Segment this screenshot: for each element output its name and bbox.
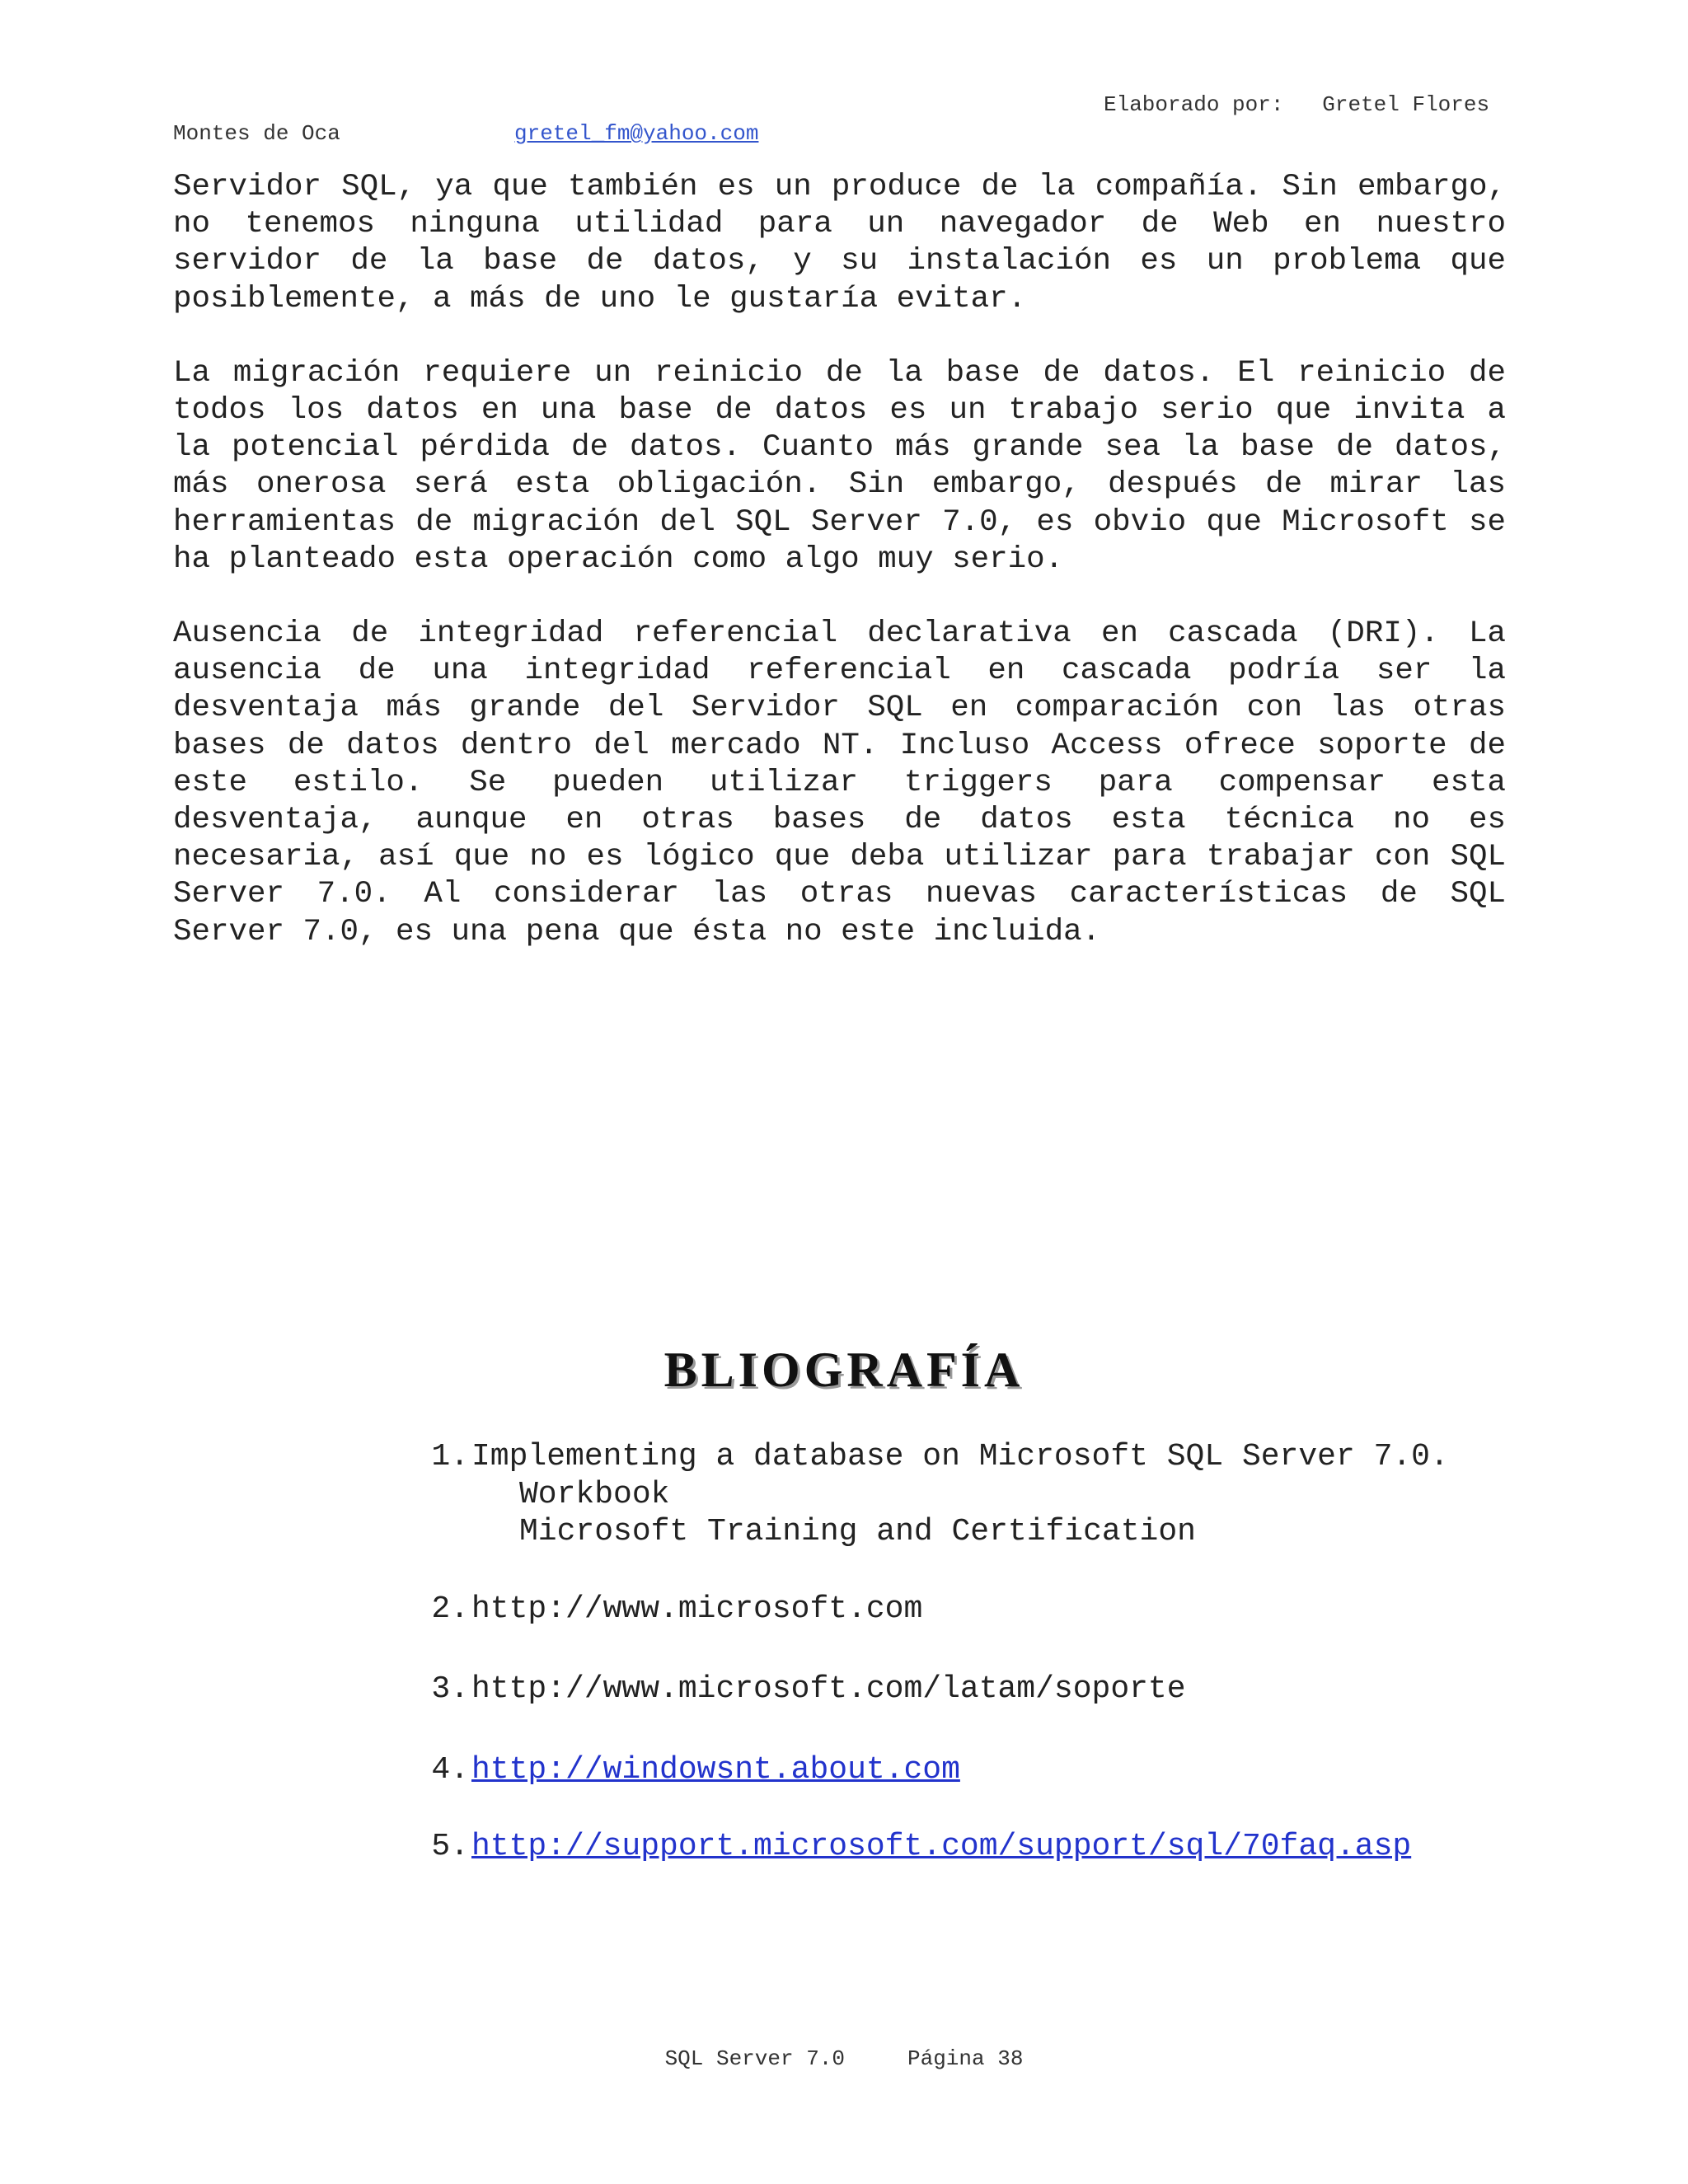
bibliography-item — [416, 1751, 1512, 1789]
header-email-link[interactable]: gretel_fm@yahoo.com — [514, 121, 759, 146]
page-footer — [0, 2046, 1688, 2071]
footer-page-number: Página 38 — [907, 2046, 1024, 2071]
bibliography-item-number: 4. — [431, 1751, 469, 1788]
bibliography-item-number: 5. — [431, 1829, 469, 1864]
header-prepared-by: Elaborado por: Gretel Flores — [1104, 92, 1490, 117]
bibliography-item-text: Implementing a database on Microsoft SQL Server 7.0. — [471, 1439, 1449, 1474]
bibliography-item-publisher: Microsoft Training and Certification — [519, 1514, 1196, 1549]
bibliography-item-number: 3. — [431, 1671, 469, 1707]
bibliography-item-subtitle: Workbook — [519, 1476, 670, 1512]
body-text — [173, 169, 1506, 988]
paragraph-dri: Ausencia de integridad referencial declarativa en cascada (DRI). La ausencia de una integridad referencial en cascada podría ser la desventaja más grande del Servidor SQL en comparación con las otras bases de datos dentro del mercado NT. Incluso Access ofrece soporte de este estilo. Se pueden utilizar triggers para compensar esta desventaja, aunque en otras bases de datos esta técnica no es necesaria, así que no es lógico que deba utilizar para trabajar con SQL Server 7.0. Al considerar las otras nuevas características de SQL Server 7.0, es una pena que ésta no este incluida. — [173, 616, 1506, 949]
paragraph-sql-server: Servidor SQL, ya que también es un produce de la compañía. Sin embargo, no tenemos ninguna utilidad para un navegador de Web en nuestro servidor de la base de datos, y su instalación es un problema que posiblemente, a más de uno le gustaría evitar. — [173, 170, 1506, 316]
header-author-last: Montes de Oca — [173, 121, 340, 146]
bibliography-item — [416, 1671, 1512, 1708]
bibliography-link-windowsnt[interactable]: http://windowsnt.about.com — [471, 1751, 960, 1788]
bibliography-item-number: 1. — [431, 1439, 469, 1474]
bibliography-list — [416, 1438, 1512, 1866]
bibliography-item — [416, 1591, 1512, 1629]
bibliography-item-url: http://www.microsoft.com/latam/soporte — [471, 1671, 1186, 1707]
bibliography-item — [416, 1438, 1512, 1551]
bibliography-link-support[interactable]: http://support.microsoft.com/support/sql/70faq.asp — [471, 1829, 1412, 1864]
bibliography-item-url: http://www.microsoft.com — [471, 1591, 923, 1627]
bibliography-title: BLIOGRAFÍA — [663, 1343, 1025, 1397]
footer-doc-title: SQL Server 7.0 — [664, 2046, 845, 2071]
paragraph-migration: La migración requiere un reinicio de la base de datos. El reinicio de todos los datos en una base de datos es un trabajo serio que invita a la potencial pérdida de datos. Cuanto más grande sea la base de datos, más onerosa será esta obligación. Sin embargo, después de mirar las herramientas de migración del SQL Server 7.0, es obvio que Microsoft se ha planteado esta operación como algo muy serio. — [173, 355, 1506, 577]
bibliography-item — [416, 1828, 1512, 1866]
bibliography-item-number: 2. — [431, 1591, 469, 1627]
